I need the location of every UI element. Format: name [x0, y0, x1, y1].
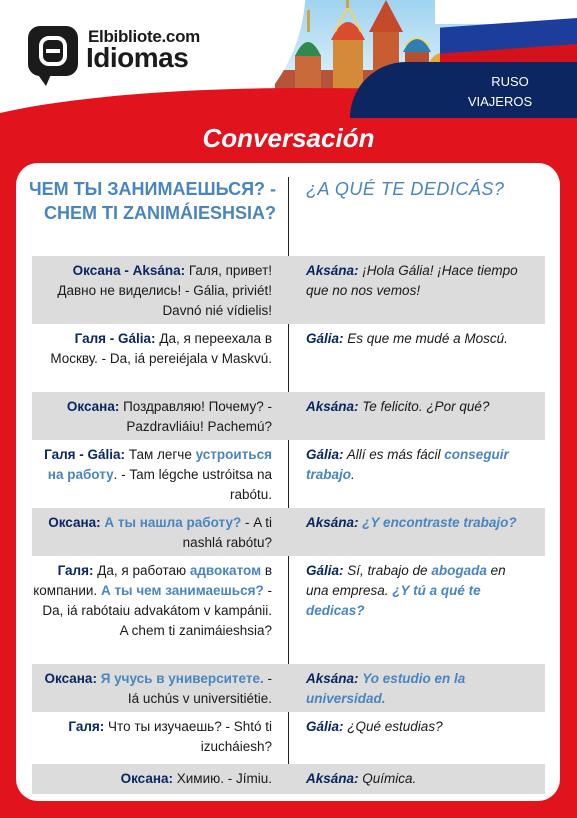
highlighted-phrase: abogada	[431, 563, 487, 578]
speaker-name: Оксана:	[44, 671, 97, 686]
line-text: Es que me mudé a Moscú.	[343, 331, 508, 346]
spanish-line	[306, 669, 528, 709]
line-text: . - Tam légche ustróitsa na rabótu.	[113, 467, 272, 502]
dialogue-row	[16, 556, 560, 664]
speaker-name: Aksána:	[306, 771, 359, 786]
russian-line	[32, 445, 272, 505]
dialogue-row	[32, 392, 545, 440]
brand-title: Idiomas	[86, 42, 189, 73]
russian-line	[32, 397, 272, 437]
highlighted-phrase: адвокатом	[189, 563, 262, 578]
line-text: ¿Qué estudias?	[343, 719, 443, 734]
spanish-line	[306, 397, 528, 417]
russian-line	[32, 717, 272, 757]
russian-line	[32, 669, 272, 709]
page-header	[0, 0, 577, 118]
highlighted-phrase: Я учусь в университете.	[100, 671, 264, 686]
spanish-line	[306, 769, 528, 789]
speaker-name: Галя:	[68, 719, 105, 734]
spanish-line	[306, 445, 528, 485]
highlighted-phrase: ¿Y tú a qué te dedicas?	[306, 583, 481, 618]
line-text: Что ты изучаешь? - Shtó ti izucháiesh?	[104, 719, 272, 754]
line-text: - Da, iá rabótaiu advakátom v kampánii. A chem ti zanimáieshsia?	[42, 583, 272, 638]
speaker-name: Галя - Gália:	[44, 447, 126, 462]
dialogue-row	[32, 256, 545, 324]
russian-line	[32, 513, 272, 553]
speaker-name: Aksána:	[306, 671, 359, 686]
category-tag-background	[350, 62, 577, 118]
dialogue-row	[16, 324, 560, 392]
highlighted-phrase: А ты нашла работу?	[104, 515, 242, 530]
highlighted-phrase: устроиться на работу	[47, 447, 272, 482]
line-text: - Iá uchús v universitiétie.	[127, 671, 272, 706]
russian-line	[32, 769, 272, 789]
speaker-name: Gália:	[306, 719, 344, 734]
column-header-russian: ЧЕМ ТЫ ЗАНИМАЕШЬСЯ? - CHEM TI ZANIMÁIESHSIA?	[29, 179, 276, 223]
spanish-line	[306, 561, 528, 621]
dialogue-row	[32, 764, 545, 794]
line-text: Поздравляю! Почему? - Pazdravliáiu! Pachemú?	[119, 399, 272, 434]
speaker-name: Aksána:	[306, 515, 359, 530]
speaker-name: Оксана:	[48, 515, 101, 530]
spanish-line	[306, 261, 528, 301]
brand-site-name: Elbibliote.com	[88, 27, 200, 46]
speaker-name: Галя:	[57, 563, 94, 578]
category-tag-language: RUSO	[491, 74, 529, 89]
line-text: Да, я переехала в Москву. - Da, iá pereiéjala v Maskvú.	[50, 331, 272, 366]
category-tag-audience: VIAJEROS	[467, 94, 533, 109]
speaker-name: Aksána:	[306, 263, 359, 278]
line-text: en una empresa.	[306, 563, 506, 598]
line-text: .	[351, 467, 355, 482]
highlighted-phrase: А ты чем занимаешься?	[100, 583, 264, 598]
section-title: Conversación	[202, 123, 375, 153]
speaker-name: Gália:	[306, 331, 344, 346]
dialogue-row	[16, 440, 560, 508]
line-text: Te felicito. ¿Por qué?	[358, 399, 490, 414]
russian-line	[32, 261, 272, 321]
speaker-name: Gália:	[306, 563, 344, 578]
highlighted-phrase: ¿Y encontraste trabajo?	[362, 515, 517, 530]
line-text: Да, я работаю	[93, 563, 190, 578]
speech-bubble-logo-icon	[28, 26, 78, 76]
line-text: Там легче	[125, 447, 196, 462]
line-text: - A ti nashlá rabótu?	[182, 515, 272, 550]
speaker-name: Gália:	[306, 447, 344, 462]
dialogue-row	[32, 664, 545, 712]
line-text: в компании.	[33, 563, 272, 598]
russian-line	[32, 329, 272, 369]
highlighted-phrase: Yo estudio en la universidad.	[306, 671, 466, 706]
line-text: Allí es más fácil	[343, 447, 445, 462]
speaker-name: Оксана:	[120, 771, 173, 786]
spanish-line	[306, 717, 528, 737]
speaker-name: Aksána:	[306, 399, 359, 414]
speaker-name: Галя - Gália:	[74, 331, 156, 346]
line-text: Химию. - Jímiu.	[173, 771, 272, 786]
dialogue-row	[16, 712, 560, 764]
line-text: Sí, trabajo de	[343, 563, 432, 578]
speaker-name: Оксана:	[66, 399, 120, 414]
russian-line	[32, 561, 272, 641]
speaker-name: Оксана - Aksána:	[72, 263, 186, 278]
column-header-spanish: ¿A QUÉ TE DEDICÁS?	[306, 179, 505, 199]
line-text: Галя, привет! Давно не виделись! - Gália, priviét! Davnó nié vídielis!	[57, 263, 272, 318]
letter-e-logo-icon	[37, 35, 69, 67]
dialogue-row	[32, 508, 545, 556]
line-text: Química.	[358, 771, 417, 786]
conversation-card	[16, 163, 560, 801]
spanish-line	[306, 513, 528, 533]
highlighted-phrase: conseguir trabajo	[306, 447, 509, 482]
spanish-line	[306, 329, 528, 349]
line-text: ¡Hola Gália! ¡Hace tiempo que no nos vemos!	[306, 263, 518, 298]
